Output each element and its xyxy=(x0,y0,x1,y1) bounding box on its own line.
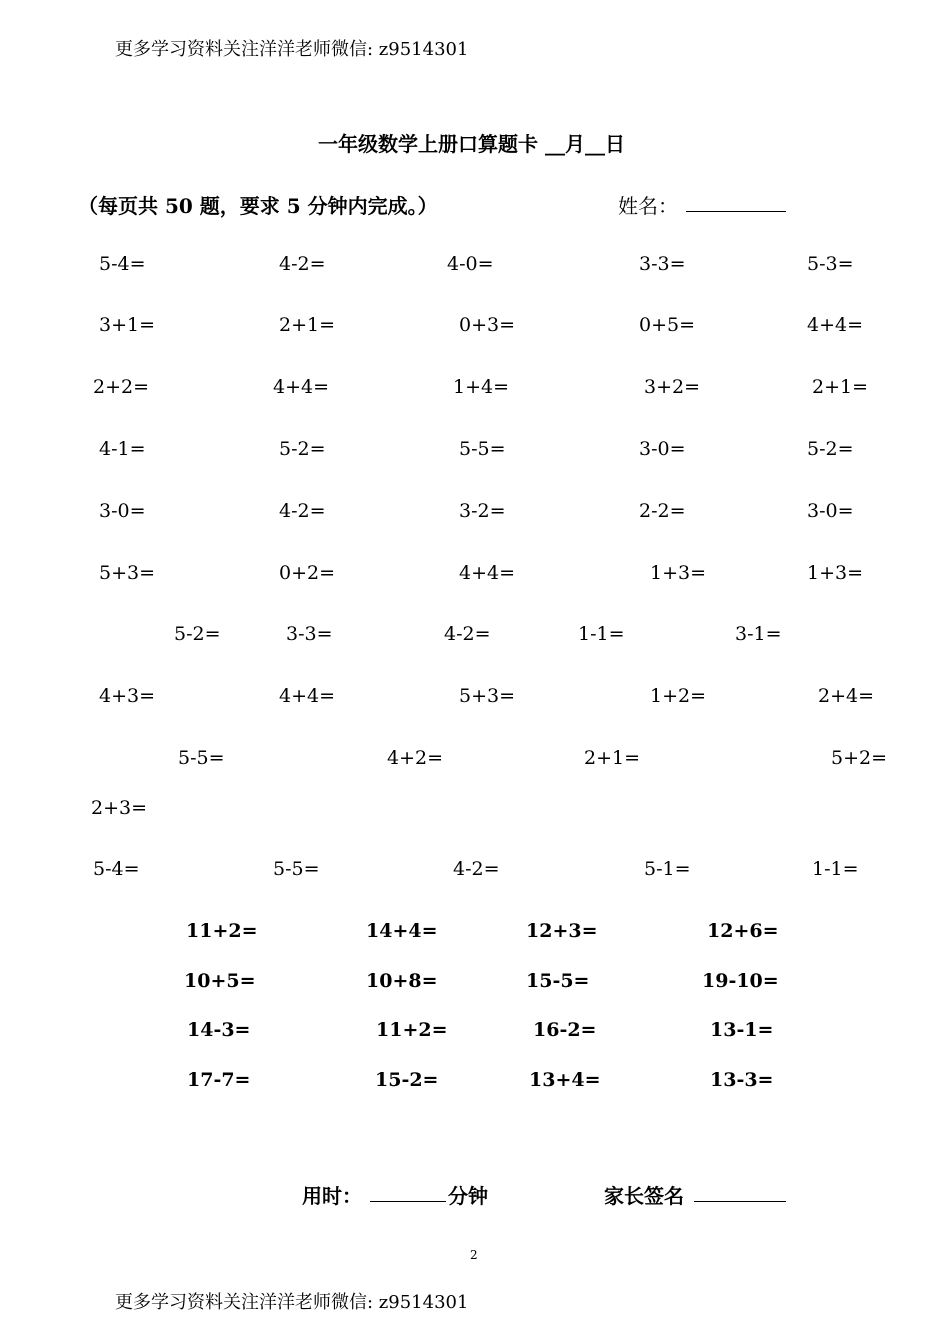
parent-signature-blank-line xyxy=(694,1201,786,1202)
time-unit-label: 分钟 xyxy=(448,1184,488,1208)
name-label: 姓名： xyxy=(618,194,678,218)
problem: 5+3= xyxy=(99,562,156,584)
bold-problem: 12+6= xyxy=(707,920,779,942)
problem: 3+1= xyxy=(99,314,156,336)
bold-problem: 16-2= xyxy=(533,1019,597,1041)
problem: 4-2= xyxy=(453,858,500,880)
time-blank-line xyxy=(370,1201,446,1202)
time-label: 用时： xyxy=(302,1184,362,1208)
problem: 3+2= xyxy=(644,376,701,398)
problem: 4+4= xyxy=(273,376,330,398)
problem: 5-1= xyxy=(644,858,691,880)
problem: 2+1= xyxy=(279,314,336,336)
problem: 5+2= xyxy=(831,747,888,769)
problem: 5-2= xyxy=(174,623,221,645)
problem: 2-2= xyxy=(639,500,686,522)
problem: 5-4= xyxy=(99,253,146,275)
problem: 2+2= xyxy=(93,376,150,398)
problem: 3-1= xyxy=(735,623,782,645)
bold-problem: 10+8= xyxy=(366,970,438,992)
problem: 3-0= xyxy=(807,500,854,522)
problem: 0+2= xyxy=(279,562,336,584)
problem: 3-0= xyxy=(99,500,146,522)
problem: 1+3= xyxy=(650,562,707,584)
problem: 1+4= xyxy=(453,376,510,398)
problem: 3-2= xyxy=(459,500,506,522)
problem: 4-2= xyxy=(444,623,491,645)
problem: 4+2= xyxy=(387,747,444,769)
problem: 0+5= xyxy=(639,314,696,336)
problem: 4-0= xyxy=(447,253,494,275)
problem: 0+3= xyxy=(459,314,516,336)
page-number: 2 xyxy=(470,1248,478,1262)
problem: 3-3= xyxy=(639,253,686,275)
problem: 5-5= xyxy=(273,858,320,880)
bold-problem: 15-2= xyxy=(375,1069,439,1091)
instructions-text: （每页共 50 题，要求 5 分钟内完成。） xyxy=(78,194,438,218)
bold-problem: 13-1= xyxy=(710,1019,774,1041)
bold-problem: 13+4= xyxy=(529,1069,601,1091)
problem: 5-3= xyxy=(807,253,854,275)
bold-problem: 11+2= xyxy=(186,920,258,942)
bold-problem: 17-7= xyxy=(187,1069,251,1091)
problem: 4+4= xyxy=(459,562,516,584)
problem: 2+1= xyxy=(812,376,869,398)
bold-problem: 13-3= xyxy=(710,1069,774,1091)
problem: 5-5= xyxy=(178,747,225,769)
problem: 2+4= xyxy=(818,685,875,707)
bold-problem: 12+3= xyxy=(526,920,598,942)
problem: 5+3= xyxy=(459,685,516,707)
header-watermark-text: 更多学习资料关注洋洋老师微信: z9514301 xyxy=(115,39,469,60)
problem: 5-2= xyxy=(807,438,854,460)
bold-problem: 11+2= xyxy=(376,1019,448,1041)
problem: 4-2= xyxy=(279,253,326,275)
problem: 2+3= xyxy=(91,797,148,819)
problem: 4-2= xyxy=(279,500,326,522)
bold-problem: 14-3= xyxy=(187,1019,251,1041)
problem: 5-5= xyxy=(459,438,506,460)
problem: 3-0= xyxy=(639,438,686,460)
problem: 5-2= xyxy=(279,438,326,460)
name-blank-line xyxy=(686,211,786,212)
bold-problem: 15-5= xyxy=(526,970,590,992)
footer-watermark-text: 更多学习资料关注洋洋老师微信: z9514301 xyxy=(115,1292,469,1313)
problem: 1-1= xyxy=(578,623,625,645)
bold-problem: 19-10= xyxy=(702,970,779,992)
problem: 1-1= xyxy=(812,858,859,880)
problem: 2+1= xyxy=(584,747,641,769)
problem: 4+4= xyxy=(807,314,864,336)
problem: 1+3= xyxy=(807,562,864,584)
page-title: 一年级数学上册口算题卡 __月__日 xyxy=(318,132,625,156)
problem: 4+4= xyxy=(279,685,336,707)
problem: 3-3= xyxy=(286,623,333,645)
problem: 4-1= xyxy=(99,438,146,460)
problem: 5-4= xyxy=(93,858,140,880)
parent-signature-label: 家长签名 xyxy=(604,1184,684,1208)
bold-problem: 10+5= xyxy=(184,970,256,992)
bold-problem: 14+4= xyxy=(366,920,438,942)
problem: 1+2= xyxy=(650,685,707,707)
problem: 4+3= xyxy=(99,685,156,707)
